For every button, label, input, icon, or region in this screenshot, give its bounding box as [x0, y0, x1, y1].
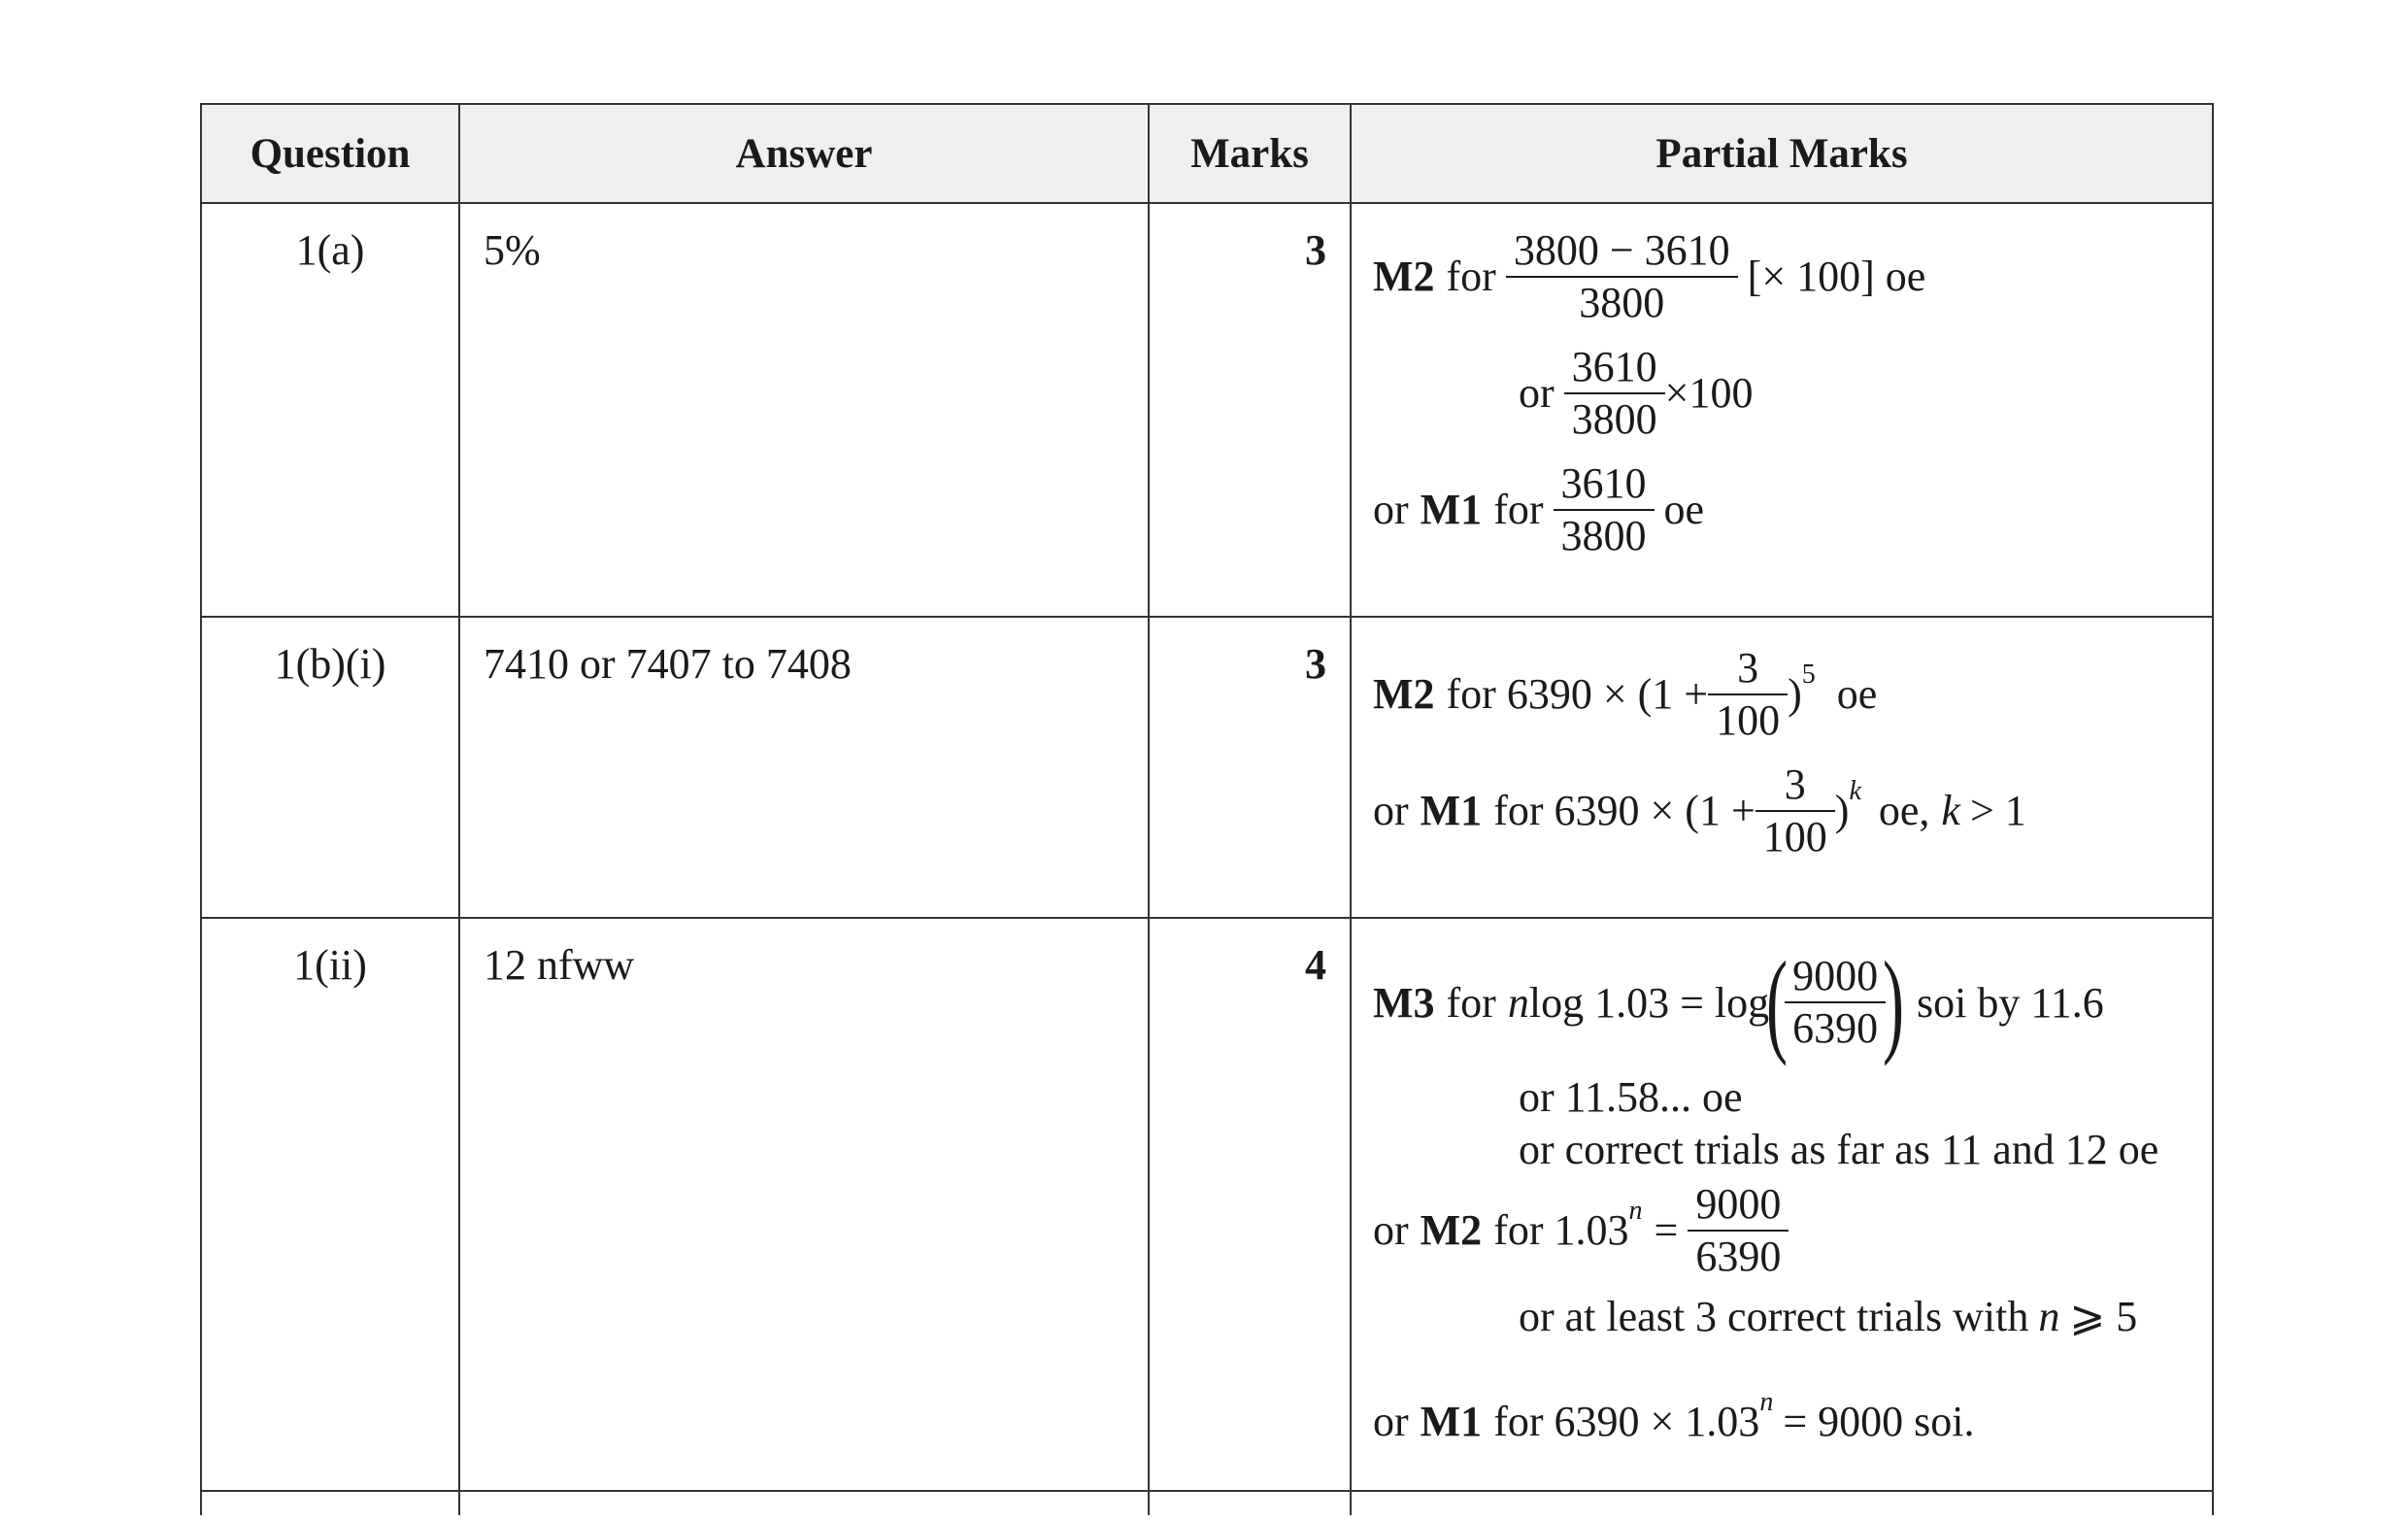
numerator: 3	[1784, 760, 1806, 808]
numerator: 9000	[1695, 1180, 1782, 1228]
table-row	[201, 203, 2213, 617]
denominator: 6390	[1688, 1230, 1789, 1282]
text: for 6390 × (1 +	[1446, 670, 1709, 719]
numerator: 3610	[1571, 343, 1657, 390]
fraction	[1691, 1179, 1785, 1282]
fraction	[1510, 225, 1734, 328]
partial-line	[1519, 1292, 2137, 1341]
partial-line	[1373, 1386, 1975, 1446]
denominator: 6390	[1785, 1001, 1886, 1054]
partial-marks-cell	[1351, 918, 2213, 1491]
denominator: 100	[1708, 693, 1788, 746]
fraction	[1568, 342, 1661, 445]
header-question: Question	[201, 104, 459, 203]
partial-line	[1519, 1125, 2158, 1174]
exponent: k	[1849, 775, 1861, 806]
table-row	[201, 918, 2213, 1491]
mark-code: M3	[1373, 978, 1435, 1027]
right-paren: )	[1883, 937, 1905, 1066]
text: )	[1788, 670, 1802, 719]
text: for	[1446, 978, 1496, 1027]
question-number: 1(a)	[201, 203, 459, 617]
table-row	[201, 617, 2213, 918]
partial-line	[1373, 458, 1704, 561]
partial-marks-cell	[1351, 203, 2213, 617]
numerator: 3800 − 3610	[1513, 226, 1730, 274]
empty-cell	[459, 1491, 1149, 1515]
left-paren: (	[1766, 937, 1789, 1066]
partial-line	[1519, 342, 1753, 445]
denominator: 3800	[1554, 509, 1655, 561]
mark-code: M1	[1420, 787, 1483, 835]
fraction	[1712, 643, 1784, 746]
variable: n	[1507, 978, 1529, 1027]
answer-cell: 7410 or 7407 to 7408	[459, 617, 1149, 918]
partial-line	[1373, 643, 1877, 746]
text: or at least 3 correct trials with	[1519, 1293, 2029, 1340]
marks-cell: 4	[1149, 918, 1351, 1491]
numerator: 9000	[1792, 952, 1879, 1000]
text: =	[1654, 1206, 1679, 1255]
fraction	[1557, 458, 1651, 561]
text: oe	[1663, 486, 1705, 534]
header-partial-marks: Partial Marks	[1351, 104, 2213, 203]
text: or	[1373, 1398, 1409, 1445]
text: for 1.03	[1493, 1206, 1629, 1255]
answer-cell: 12 nfww	[459, 918, 1149, 1491]
answer-cell: 5%	[459, 203, 1149, 617]
header-row	[201, 104, 2213, 203]
denominator: 3800	[1506, 276, 1738, 328]
text: or correct trials as far as 11 and 12 oe	[1519, 1126, 2159, 1173]
exponent: n	[1628, 1195, 1643, 1226]
text: or	[1373, 787, 1409, 835]
table-row	[201, 1491, 2213, 1515]
variable: k	[1941, 787, 1960, 835]
denominator: 100	[1756, 810, 1835, 862]
fraction	[1789, 951, 1882, 1054]
empty-cell	[1149, 1491, 1351, 1515]
partial-line	[1373, 225, 1925, 328]
text: ×100	[1664, 369, 1754, 418]
question-number: 1(b)(i)	[201, 617, 459, 918]
exponent: 5	[1801, 659, 1816, 690]
text: or	[1373, 1206, 1409, 1255]
partial-marks-cell	[1351, 617, 2213, 918]
text: soi by 11.6	[1917, 978, 2104, 1027]
numerator: 3610	[1560, 459, 1647, 507]
text: or	[1373, 486, 1409, 534]
text: ⩾ 5	[2069, 1293, 2138, 1340]
text: )	[1834, 787, 1850, 835]
denominator: 3800	[1564, 392, 1665, 445]
mark-code: M2	[1373, 253, 1435, 301]
text: for 6390 × 1.03	[1493, 1398, 1760, 1445]
empty-cell	[201, 1491, 459, 1515]
text: oe	[1836, 670, 1878, 719]
text: > 1	[1969, 787, 2026, 835]
header-answer: Answer	[459, 104, 1149, 203]
partial-line	[1373, 1179, 1798, 1282]
text: oe,	[1878, 787, 1930, 835]
mark-code: M1	[1420, 486, 1483, 534]
text: for	[1493, 486, 1544, 534]
partial-line	[1373, 760, 2026, 862]
text: = 9000 soi.	[1783, 1398, 1975, 1445]
header-marks: Marks	[1149, 104, 1351, 203]
numerator: 3	[1737, 644, 1759, 692]
mark-scheme-table	[200, 103, 2214, 1515]
text: for 6390 × (1 +	[1493, 787, 1756, 835]
exponent: n	[1759, 1386, 1774, 1417]
mark-code: M1	[1420, 1398, 1483, 1445]
mark-code: M2	[1420, 1206, 1483, 1255]
text: log 1.03 = log	[1528, 978, 1770, 1027]
partial-line	[1519, 1072, 1743, 1122]
text: [× 100] oe	[1747, 253, 1926, 301]
fraction	[1759, 760, 1831, 862]
question-number: 1(ii)	[201, 918, 459, 1491]
empty-cell	[1351, 1491, 2213, 1515]
marks-cell: 3	[1149, 617, 1351, 918]
mark-code: M2	[1373, 670, 1435, 719]
text: or	[1519, 369, 1555, 418]
partial-line	[1373, 937, 2104, 1066]
text: for	[1446, 253, 1496, 301]
text: or 11.58... oe	[1519, 1073, 1743, 1121]
marks-cell: 3	[1149, 203, 1351, 617]
variable: n	[2038, 1293, 2060, 1340]
